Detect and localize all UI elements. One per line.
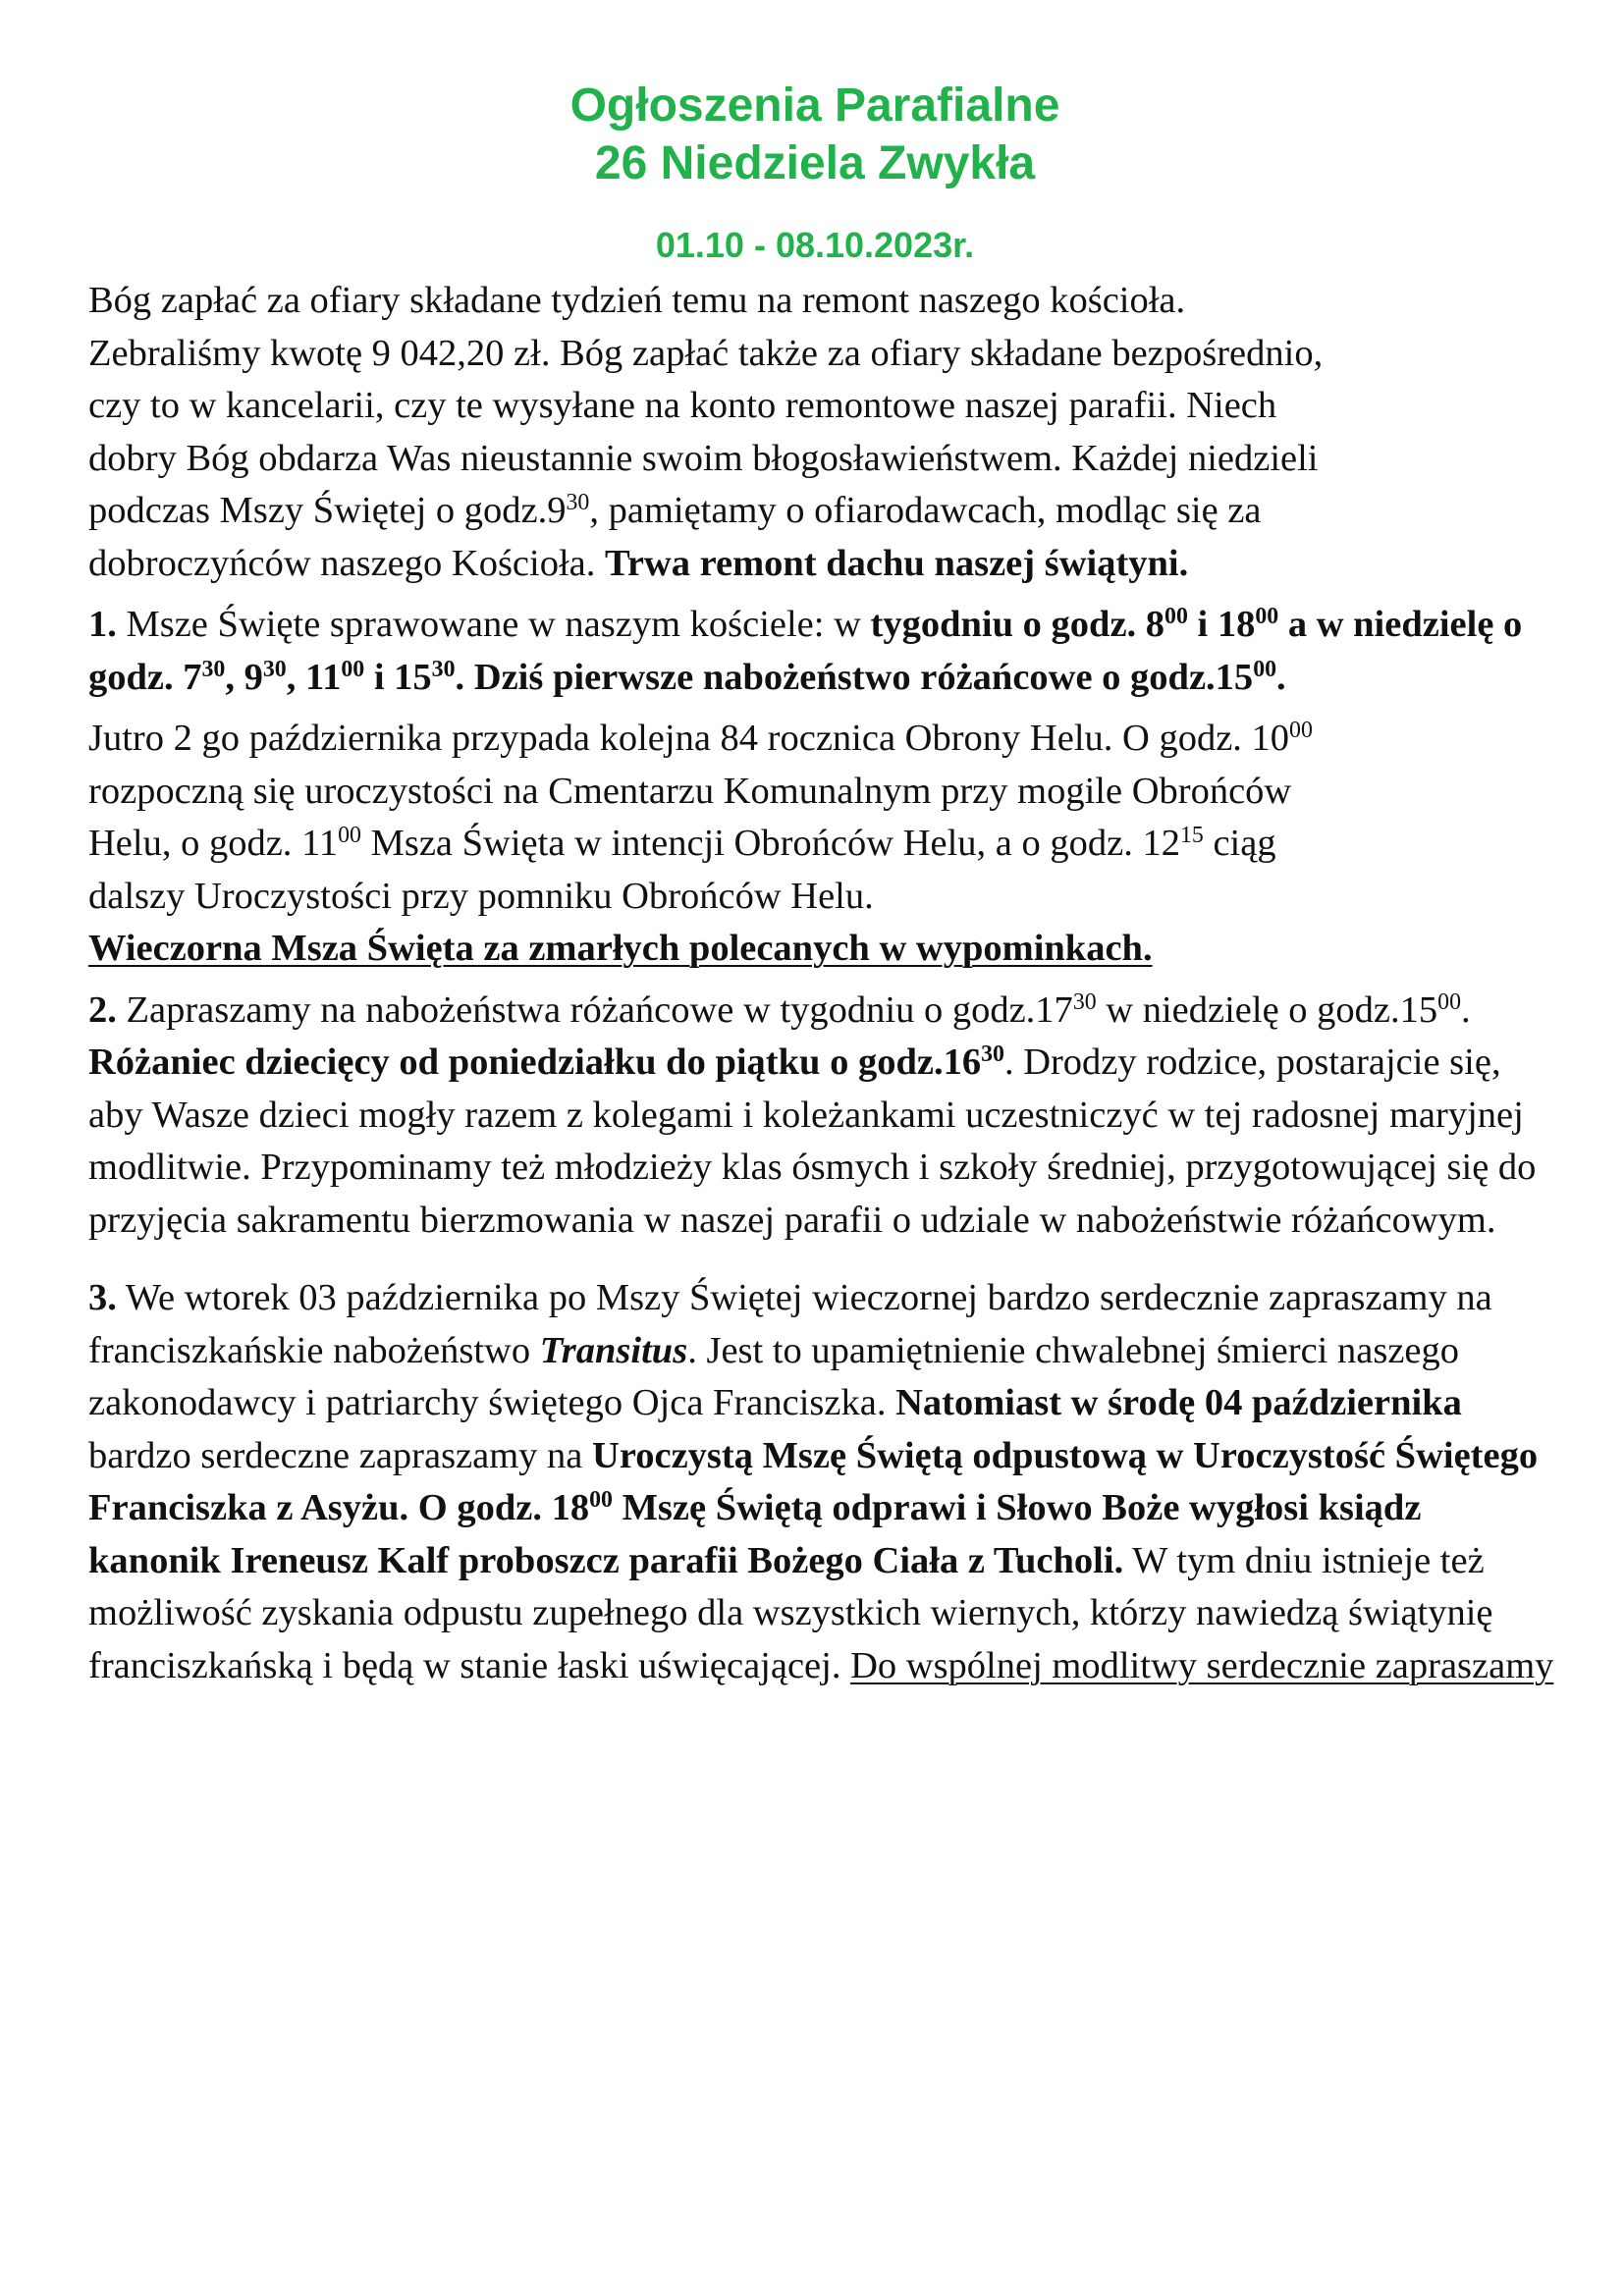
title-line-1: Ogłoszenia Parafialne <box>569 80 1060 132</box>
item-number: 3. <box>88 1277 117 1318</box>
date-range: 01.10 - 08.10.2023r. <box>655 225 975 265</box>
hel-anniversary-paragraph: Jutro 2 go października przypada kolejna 84 rocznica Obrony Helu. O godz. $10^{00}$ rozpoczną się uroczystości na Cmentarzu Komunalnym przy mogile Obrońców Helu, o godz. $11^{00}$ Msza Święta w intencji Obrońców Helu, a o godz. $12^{15}$ ciąg dalszy Uroczystości przy pomniku Obrońców Helu. Wieczorna Msza Święta za zmarłych polecanych w wypominkach. <box>88 717 1313 969</box>
item-number: 2. <box>88 988 117 1031</box>
announcement-3: 3. We wtorek 03 października po Mszy Świętej wieczornej bardzo serdecznie zapraszamy na franciszkańskie nabożeństwo Transitus. Jest to upamiętnienie chwalebnej śmierci naszego zakonodawcy i patriarchy świętego Ojca Franciszka. Natomiast w środę 04 października bardzo serdeczne zapraszamy na Uroczystą Mszę Świętą odpustową w Uroczystość Świętego Franciszka z Asyżu. O godz. $18^{00}$ Mszę Świętą odprawi i Słowo Boże wygłosi ksiądz kanonik Ireneusz Kalf proboszcz parafii Bożego Ciała z Tucholi. W tym dniu istnieje też możliwość zyskania odpustu zupełnego dla wszystkich wiernych, którzy nawiedzą świątynię franciszkańską i będą w stanie łaski uświęcającej. Do wspólnej modlitwy serdecznie zapraszamy <box>88 1277 1554 1686</box>
item-number: 1. <box>88 604 117 645</box>
closing-invitation: Do wspólnej modlitwy serdecznie zapraszamy <box>850 1644 1554 1686</box>
transitus-term: Transitus <box>539 1329 688 1371</box>
intro-paragraph: Bóg zapłać za ofiary składane tydzień temu na remont naszego kościoła. Zebraliśmy kwotę 9 042,20 zł. Bóg zapłać także za ofiary składane bezpośrednio, czy to w kancelarii, czy te wysyłane na konto remontowe naszej parafii. Niech dobry Bóg obdarza Was nieustannie swoim błogosławieństwem. Każdej niedzieli podczas Mszy Świętej o $godz.9^{30}$, pamiętamy o ofiarodawcach, modląc się za dobroczyńców naszego Kościoła. Trwa remont dachu naszej świątyni. <box>88 280 1324 584</box>
announcement-1: 1. Msze Święte sprawowane w naszym kościele: w tygodniu o godz. $8^{00}$ i $18^{00}$ a w niedzielę o godz. $7^{30}$, $9^{30}$, $11^{00}$ i $15^{30}$. Dziś pierwsze nabożeństwo różańcowe o $godz.15^{00}$. <box>88 603 1523 698</box>
announcement-page <box>88 77 1561 1701</box>
page-title <box>88 77 1542 192</box>
evening-mass-note: Wieczorna Msza Święta za zmarłych polecanych w wypominkach. <box>88 928 1153 969</box>
announcement-2: 2. Zapraszamy na nabożeństwa różańcowe w tygodniu o $godz.17^{30}$ w niedzielę o $godz.15^{00}$. Różaniec dziecięcy od poniedziałku do piątku o $godz.16^{30}$. Drodzy rodzice, postarajcie się, aby Wasze dzieci mogły razem z kolegami i koleżankami uczestniczyć w tej radosnej maryjnej modlitwie. Przypominamy też młodzieży klas ósmych i szkoły średniej, przygotowującej się do przyjęcia sakramentu bierzmowania w naszej parafii o udziale w nabożeństwie różańcowym. <box>88 988 1537 1241</box>
roof-renovation-note: Trwa remont dachu naszej świątyni. <box>605 542 1189 584</box>
title-line-2: 26 Niedziela Zwykła <box>594 137 1036 189</box>
